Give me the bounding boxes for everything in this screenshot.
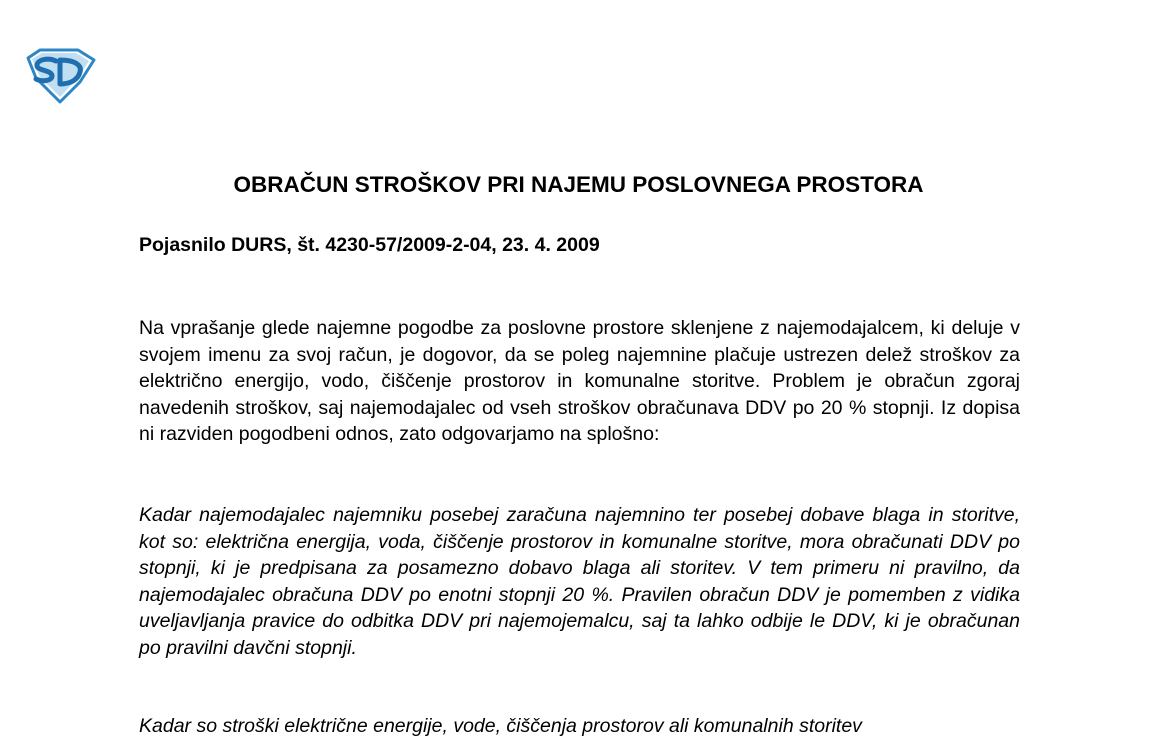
paragraph-answer: Kadar najemodajalec najemniku posebej zaračuna najemnino ter posebej dobave blaga in storitve, kot so: električna energija, voda, čiščenje prostorov in komunalne storitve, mora obračunati DDV po stopnji, ki je predpisana za posamezno dobavo blaga ali storitev. V tem primeru ni pravilno, da najemodajalec obračuna DDV po enotni stopnji 20 %. Pravilen obračun DDV je pomemben z vidika uveljavljanja pravice do odbitka DDV pri najemojemalcu, saj ta lahko odbije le DDV, ki je obračunan po pravilni davčni stopnji. <box>139 504 1020 659</box>
sd-shield-logo-icon <box>22 48 96 104</box>
document-title: OBRAČUN STROŠKOV PRI NAJEMU POSLOVNEGA PROSTORA <box>233 172 924 197</box>
paragraph-intro: Na vprašanje glede najemne pogodbe za poslovne prostore sklenjene z najemodajalcem, ki deluje v svojem imenu za svoj račun, je dogovor, da se poleg najemnine plačuje ustrezen delež stroškov za električno energijo, vodo, čiščenje prostorov in komunalne storitve. Problem je obračun zgoraj navedenih stroškov, saj najemodajalec od vseh stroškov obračunava DDV po 20 % stopnji. Iz dopisa ni razviden pogodbeni odnos, zato odgovarjamo na splošno: <box>139 317 1020 445</box>
paragraph-continuation: Kadar so stroški električne energije, vode, čiščenja prostorov ali komunalnih storitev <box>139 715 862 737</box>
document-subtitle: Pojasnilo DURS, št. 4230-57/2009-2-04, 23. 4. 2009 <box>139 234 600 256</box>
